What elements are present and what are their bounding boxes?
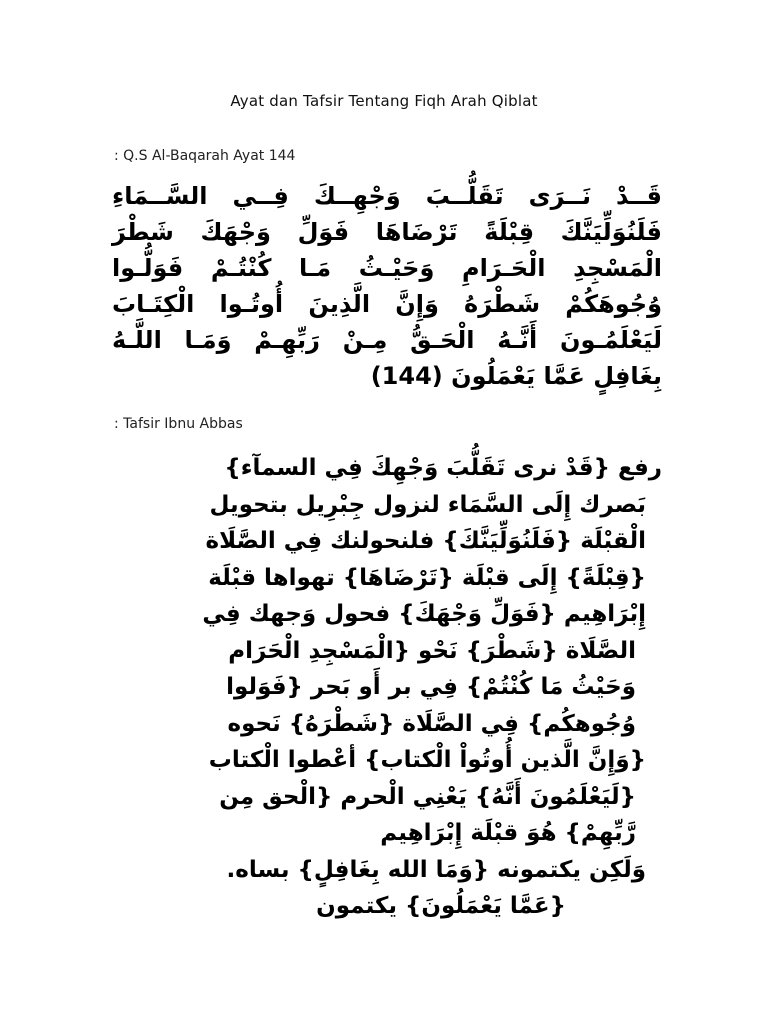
verse-line: قَــدْ نَــرَى تَقَلُّــبَ وَجْهِــكَ فِــي السَّــمَاءِ [112,182,662,210]
verse-line: لَيَعْلَمُـونَ أَنَّـهُ الْحَـقُّ مِـنْ رَبِّهِـمْ وَمَـا اللَّـهُ [112,326,662,354]
verse-text [112,178,662,394]
document-title: Ayat dan Tafsir Tentang Fiqh Arah Qiblat [230,92,538,110]
tafsir-label: : Tafsir Ibnu Abbas [114,416,243,432]
tafsir-line: {عَمَّا يَعْمَلُونَ} يكتمون [316,893,566,919]
tafsir-line: رفع {قَدْ نرى تَقَلُّبَ وَجْهِكَ فِي السمآء} [224,455,662,481]
tafsir-line: الْقبْلَة {فَلَنُوَلِّيَنَّكَ} فلنحولنك فِي الصَّلَاة [205,528,646,554]
tafsir-line: إِبْرَاهِيم {فَوَلِّ وَجْهَكَ} فحول وَجهك فِي [202,601,646,627]
tafsir-text [112,450,662,925]
verse-line: الْمَسْجِدِ الْحَـرَامِ وَحَيْـثُ مَـا كُنْتُـمْ فَوَلُّـوا [112,254,662,282]
tafsir-line: {وَإِنَّ الَّذين أُوتُواْ الْكتاب} أعْطوا الْكتاب [208,747,646,773]
tafsir-line: الصَّلَاة {شَطْرَ} نَحْو {الْمَسْجِدِ الْحَرَام [228,637,636,664]
verse-line: وُجُوهَكُمْ شَطْرَهُ وَإِنَّ الَّذِينَ أُوتُـوا الْكِتَـابَ [112,290,662,318]
tafsir-line: بَصرك إِلَى السَّمَاء لنزول جِبْرِيل بتحويل [209,491,646,518]
verse-label: : Q.S Al-Baqarah Ayat 144 [114,148,296,164]
tafsir-line: وُجُوهكُم} فِي الصَّلَاة {شَطْرَهُ} نَحوه [227,710,636,737]
tafsir-line: {قِبْلَةً} إِلَى قبْلَة {تَرْضَاهَا} تهواها قبْلَة [208,564,646,591]
tafsir-line: {لَيَعْلَمُونَ أَنَّهُ} يَعْنِي الْحرم {الْحق مِن [219,783,636,810]
verse-line: بِغَافِلٍ عَمَّا يَعْمَلُونَ (144) [370,362,662,390]
verse-line: فَلَنُوَلِّيَنَّكَ قِبْلَةً تَرْضَاهَا فَوَلِّ وَجْهَكَ شَطْرَ [112,218,662,246]
tafsir-line: وَحَيْثُ مَا كُنْتُمْ} فِي بر أَو بَحر {فَوَلوا [226,674,636,700]
tafsir-line: رَّبِّهِمْ} هُوَ قبْلَة إِبْرَاهِيم [380,820,636,846]
tafsir-line: وَلَكِن يكتمونه {وَمَا الله بِغَافِلٍ} بساه. [226,856,646,883]
